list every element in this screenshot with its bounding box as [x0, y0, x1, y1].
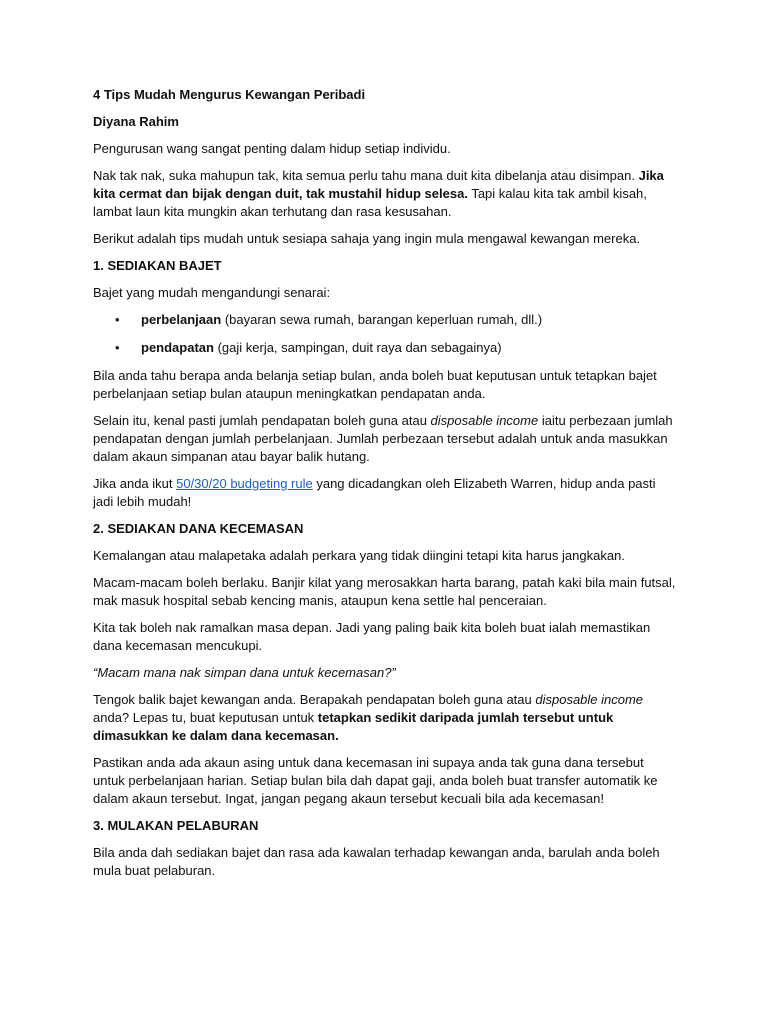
- list-item: • pendapatan (gaji kerja, sampingan, duit raya dan sebagainya): [115, 340, 502, 355]
- paragraph-12: Pastikan anda ada akaun asing untuk dana kecemasan ini supaya anda tak guna dana tersebut untuk perbelanjaan harian. Setiap bulan bila dah dapat gaji, anda boleh buat transfer automatik ke dalam akaun tersebut. Ingat, jangan pegang akaun tersebut kecuali bila ada kecemasan!: [93, 755, 658, 806]
- section-heading-3: 3. MULAKAN PELABURAN: [93, 818, 259, 833]
- bold-emphasis: Jika kita cermat dan bijak dengan duit, tak mustahil hidup selesa.: [93, 168, 664, 201]
- paragraph-7: Jika anda ikut 50/30/20 budgeting rule yang dicadangkan oleh Elizabeth Warren, hidup anda pasti jadi lebih mudah!: [93, 476, 656, 509]
- budgeting-rule-link[interactable]: 50/30/20 budgeting rule: [176, 476, 313, 491]
- section-heading-1: 1. SEDIAKAN BAJET: [93, 258, 222, 273]
- list-item: • perbelanjaan (bayaran sewa rumah, barangan keperluan rumah, dll.): [115, 312, 543, 327]
- paragraph-3: Berikut adalah tips mudah untuk sesiapa sahaja yang ingin mula mengawal kewangan mereka.: [93, 231, 641, 246]
- document-author: Diyana Rahim: [93, 114, 179, 129]
- section-heading-2: 2. SEDIAKAN DANA KECEMASAN: [93, 521, 304, 536]
- quote-text: “Macam mana nak simpan dana untuk kecemasan?”: [93, 665, 396, 680]
- paragraph-9: Macam-macam boleh berlaku. Banjir kilat yang merosakkan harta barang, patah kaki bila main futsal, mak masuk hospital sebab kencing manis, ataupun kena settle hal penceraian.: [93, 575, 676, 608]
- bold-emphasis: tetapkan sedikit daripada jumlah tersebut untuk dimasukkan ke dalam dana kecemasan.: [93, 710, 614, 743]
- document-title: 4 Tips Mudah Mengurus Kewangan Peribadi: [93, 87, 366, 102]
- paragraph-11: Tengok balik bajet kewangan anda. Berapakah pendapatan boleh guna atau disposable income anda? Lepas tu, buat keputusan untuk tetapkan sedikit daripada jumlah tersebut untuk dimasukkan ke dalam dana kecemasan.: [93, 692, 644, 743]
- paragraph-8: Kemalangan atau malapetaka adalah perkara yang tidak diingini tetapi kita harus jangkakan.: [93, 548, 625, 563]
- paragraph-6: Selain itu, kenal pasti jumlah pendapatan boleh guna atau disposable income iaitu perbezaan jumlah pendapatan dengan jumlah perbelanjaan. Jumlah perbezaan tersebut adalah untuk anda masukkan dalam akaun simpanan atau bayar balik hutang.: [93, 413, 673, 464]
- paragraph-10: Kita tak boleh nak ramalkan masa depan. Jadi yang paling baik kita boleh buat ialah memastikan dana kecemasan mencukupi.: [93, 620, 651, 653]
- bullet-icon: •: [115, 312, 120, 327]
- paragraph-13: Bila anda dah sediakan bajet dan rasa ada kawalan terhadap kewangan anda, barulah anda boleh mula buat pelaburan.: [93, 845, 660, 878]
- budget-list: [93, 311, 676, 357]
- paragraph-4: Bajet yang mudah mengandungi senarai:: [93, 285, 331, 300]
- paragraph-intro: Pengurusan wang sangat penting dalam hidup setiap individu.: [93, 141, 451, 156]
- paragraph-5: Bila anda tahu berapa anda belanja setiap bulan, anda boleh buat keputusan untuk tetapkan bajet perbelanjaan setiap bulan ataupun meningkatkan pendapatan anda.: [93, 368, 657, 401]
- bullet-icon: •: [115, 340, 120, 355]
- paragraph-2: Nak tak nak, suka mahupun tak, kita semua perlu tahu mana duit kita dibelanja atau disimpan. Jika kita cermat dan bijak dengan duit, tak mustahil hidup selesa. Tapi kalau kita tak ambil kisah, lambat laun kita mungkin akan terhutang dan rasa kesusahan.: [93, 168, 664, 219]
